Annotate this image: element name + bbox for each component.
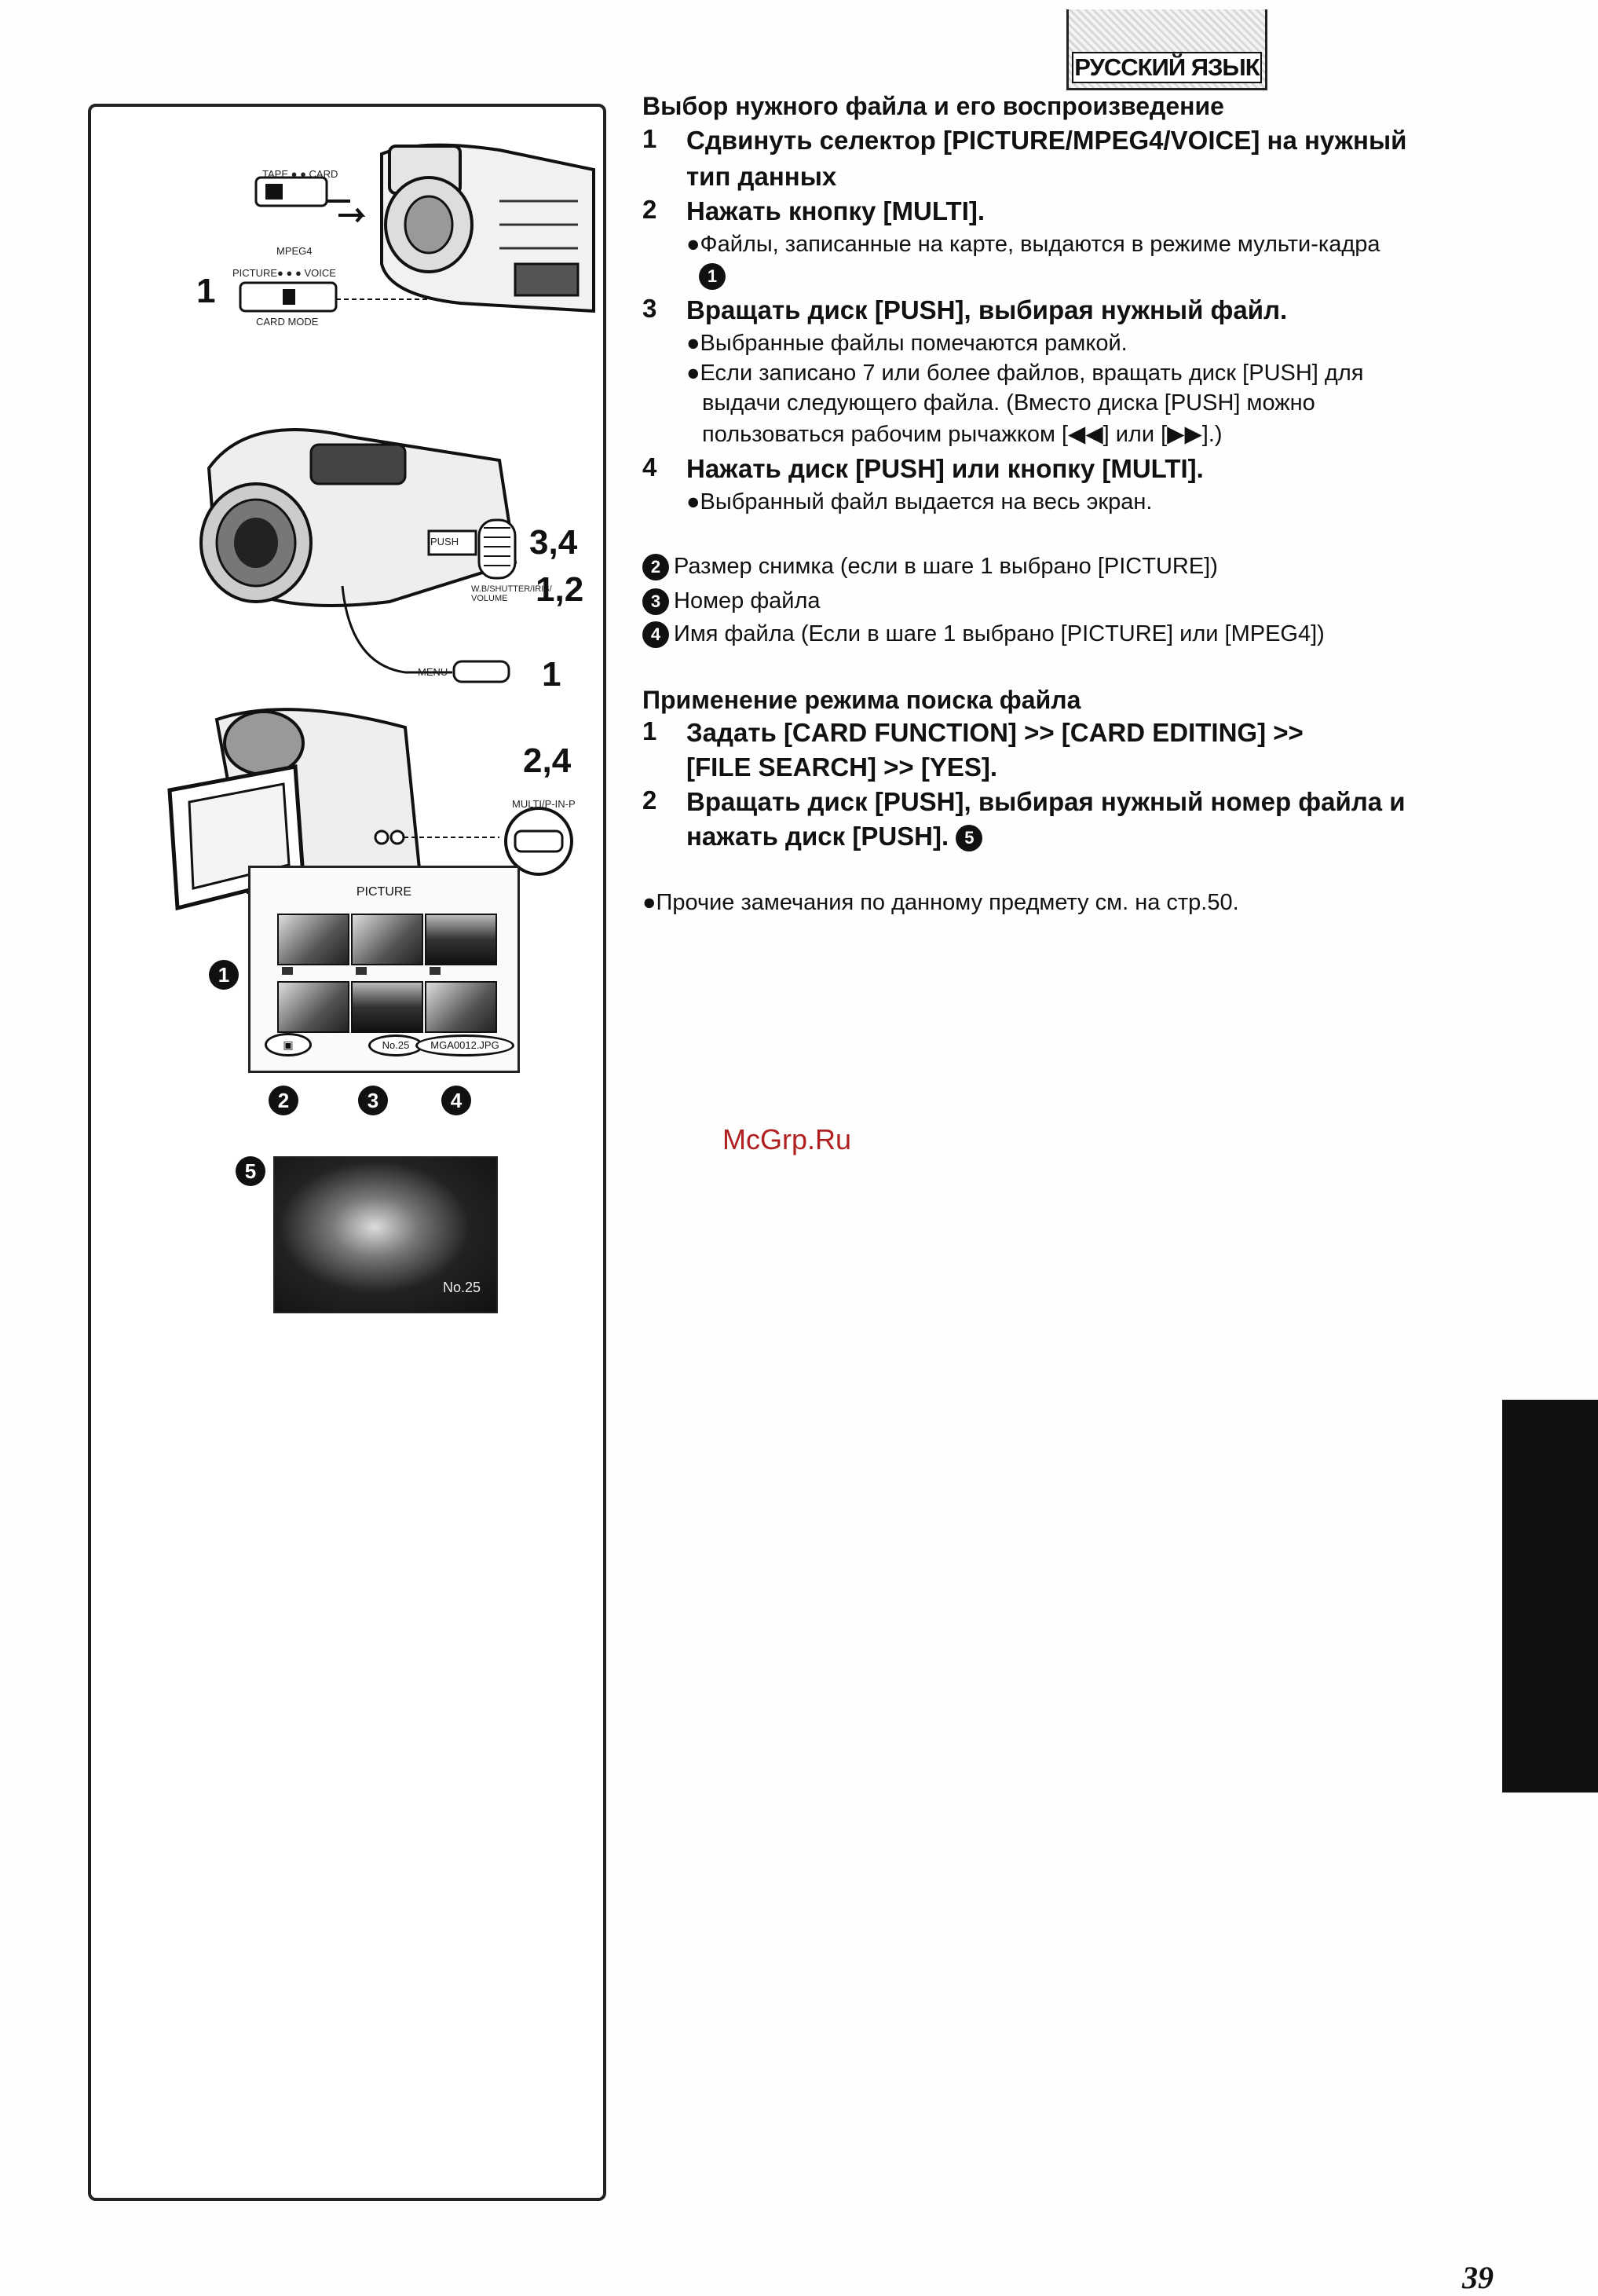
callout-3: 3 <box>358 1086 388 1115</box>
s1-step3-bullet2-l1: ●Если записано 7 или более файлов, вращать диск [PUSH] для <box>686 361 1364 386</box>
s1-step2-num: 2 <box>642 195 657 224</box>
camcorder-front-figure <box>91 366 603 696</box>
s1-step3-bullet1: ●Выбранные файлы помечаются рамкой. <box>686 331 1128 356</box>
language-tag <box>1066 9 1267 90</box>
menu-label: MENU <box>418 666 448 678</box>
s2-step1-l2: [FILE SEARCH] >> [YES]. <box>686 753 998 782</box>
thumbnail-4 <box>277 981 349 1033</box>
full-screen-image <box>273 1156 498 1313</box>
note-4 <box>642 617 1325 650</box>
callout-5: 5 <box>236 1156 265 1186</box>
thumbnail-2 <box>351 914 423 965</box>
thumbnail-1 <box>277 914 349 965</box>
s2-step2-callout: 5 <box>956 825 982 851</box>
callout-1: 1 <box>209 960 239 990</box>
s2-step1-l1: Задать [CARD FUNCTION] >> [CARD EDITING] >> <box>686 718 1304 747</box>
file-number-indicator: No.25 <box>368 1034 423 1056</box>
picture-voice-label: PICTURE● ● ● VOICE <box>232 267 336 279</box>
s1-step2: Нажать кнопку [MULTI]. <box>686 196 985 225</box>
illustration-panel <box>88 104 606 2201</box>
s1-step1-num: 1 <box>642 124 657 153</box>
s2-step2-num: 2 <box>642 785 657 815</box>
size-icon-3 <box>430 967 441 975</box>
full-screen-file-number: No.25 <box>442 1280 481 1295</box>
s1-step3-num: 3 <box>642 294 657 323</box>
multi-pinp-label: MULTI/P-IN-P <box>512 798 576 810</box>
page-number: 39 <box>1462 2260 1494 2295</box>
s1-step4-num: 4 <box>642 452 657 482</box>
callout-4: 4 <box>441 1086 471 1115</box>
note-2 <box>642 550 1218 583</box>
note-3 <box>642 584 821 617</box>
thumbnail-6 <box>425 981 497 1033</box>
s2-step2-l2 <box>686 820 987 853</box>
picture-size-indicator: ▣ <box>265 1033 312 1056</box>
note-3-text: Номер файла <box>674 588 821 613</box>
s1-step3: Вращать диск [PUSH], выбирая нужный файл. <box>686 295 1288 324</box>
note-2-text: Размер снимка (если в шаге 1 выбрано [PICTURE]) <box>674 554 1218 579</box>
language-tag-label: РУССКИЙ ЯЗЫК <box>1072 52 1262 83</box>
fig1-step-number: 1 <box>196 272 216 310</box>
camcorder-top-drawing <box>91 107 603 358</box>
s2-step2-l1: Вращать диск [PUSH], выбирая нужный номер файла и <box>686 787 1406 816</box>
mpeg4-label: MPEG4 <box>276 245 313 257</box>
fig2-num-34: 3,4 <box>529 523 578 562</box>
fig2-num-1: 1 <box>542 655 561 694</box>
fig3-num-24: 2,4 <box>523 742 572 780</box>
camcorder-front-drawing <box>91 366 603 696</box>
section2-title: Применение режима поиска файла <box>642 686 1081 714</box>
fig2-num-12: 1,2 <box>536 570 584 609</box>
s2-note: ●Прочие замечания по данному предмету см. на стр.50. <box>642 890 1239 915</box>
note-4-callout: 4 <box>642 621 669 648</box>
s1-step3-bullet2-l2: выдачи следующего файла. (Вместо диска [PUSH] можно <box>702 390 1315 416</box>
s1-step1-line2: тип данных <box>686 162 837 191</box>
tape-card-label: TAPE ● ● CARD <box>262 168 338 180</box>
note-2-callout: 2 <box>642 554 669 580</box>
s2-step2-l2-text: нажать диск [PUSH]. <box>686 822 949 851</box>
screen-title-picture: PICTURE <box>356 885 412 899</box>
dial-caption: W.B/SHUTTER/IRIS/ VOLUME <box>471 584 552 603</box>
push-label: PUSH <box>430 536 459 547</box>
note-3-callout: 3 <box>642 588 669 615</box>
section1-title: Выбор нужного файла и его воспроизведение <box>642 92 1224 120</box>
multi-frame-screen <box>248 866 520 1073</box>
thumbnail-5 <box>351 981 423 1033</box>
s1-step4: Нажать диск [PUSH] или кнопку [MULTI]. <box>686 454 1204 483</box>
card-mode-label: CARD MODE <box>256 316 319 328</box>
callout-2: 2 <box>269 1086 298 1115</box>
s1-step4-bullet: ●Выбранный файл выдается на весь экран. <box>686 489 1153 514</box>
s1-step1-line1: Сдвинуть селектор [PICTURE/MPEG4/VOICE] на нужный <box>686 126 1407 155</box>
camcorder-top-figure <box>91 107 603 358</box>
black-edge-tab <box>1502 1400 1598 1792</box>
s1-step2-bullet: ●Файлы, записанные на карте, выдаются в режиме мульти-кадра <box>686 232 1380 257</box>
note-4-text: Имя файла (Если в шаге 1 выбрано [PICTURE] или [MPEG4]) <box>674 621 1325 646</box>
size-icon-1 <box>282 967 293 975</box>
s2-step1-num: 1 <box>642 716 657 745</box>
thumbnail-3 <box>425 914 497 965</box>
file-name-indicator: MGA0012.JPG <box>415 1034 514 1056</box>
s1-step3-bullet2-l3: пользоваться рабочим рычажком [◀◀] или [▶▶].) <box>702 422 1223 447</box>
size-icon-2 <box>356 967 367 975</box>
watermark: McGrp.Ru <box>722 1123 852 1155</box>
s1-step2-callout: 1 <box>699 263 726 290</box>
s1-step2-callout-row <box>699 259 730 292</box>
